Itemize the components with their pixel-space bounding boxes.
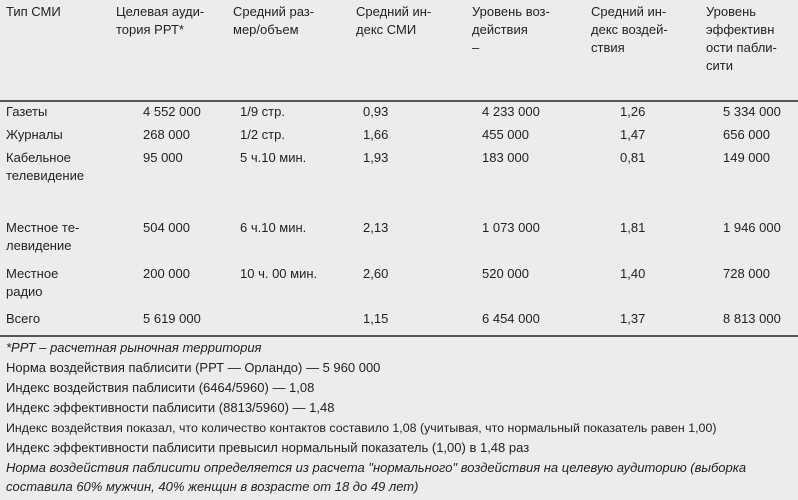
cell-audience: 95 000 [143,150,183,165]
cell-type [6,126,106,144]
cell-impact: 455 000 [482,127,529,142]
cell-efficiency: 149 000 [723,150,770,165]
header-line: Тип СМИ [6,4,61,19]
footnote-rrt: *РРТ – расчетная рыночная территория [6,340,262,355]
header-line: Уровень воз- [472,4,550,19]
cell-efficiency: 5 334 000 [723,104,781,119]
cell-line: Всего [6,311,41,326]
cell-impact-index: 1,37 [620,311,646,326]
note-impact-norm: Норма воздействия паблисити (РРТ — Орландо) — 5 960 000 [6,360,381,375]
cell-audience: 504 000 [143,220,190,235]
header-line: ости пабли- [706,40,777,55]
cell-audience: 268 000 [143,127,190,142]
header-line: тория РРТ* [116,22,184,37]
cell-media-index: 1,93 [363,150,389,165]
header-line: Уровень [706,4,757,19]
header-line: Средний ин- [356,4,432,19]
header-impact-index [591,3,687,57]
cell-efficiency: 1 946 000 [723,220,781,235]
cell-media-index: 1,15 [363,311,389,326]
cell-audience: 200 000 [143,266,190,281]
notes-section [6,338,796,496]
cell-impact-index: 1,81 [620,220,646,235]
cell-type [6,219,106,255]
header-line: Целевая ауди- [116,4,205,19]
cell-type [6,265,106,301]
note-norm-definition: Норма воздействия паблисити определяется из расчета "нормального" воздействия на целевую аудиторию (выборка составила 60% мужчин, 40% женщин в возрасте от 18 до 49 лет) [6,460,747,494]
header-efficiency-level [706,3,794,75]
header-line: эффективн [706,22,775,37]
header-line: действия [472,22,528,37]
cell-line: левидение [6,238,72,253]
cell-efficiency: 8 813 000 [723,311,781,326]
header-line: Средний ин- [591,4,667,19]
header-line: мер/объем [233,22,299,37]
cell-size: 1/2 стр. [240,127,285,142]
header-media-type [6,3,106,21]
cell-line: Кабельное [6,150,71,165]
cell-media-index: 2,13 [363,220,389,235]
cell-impact: 6 454 000 [482,311,540,326]
header-line: декс СМИ [356,22,417,37]
table-header-row [0,0,798,102]
cell-line: Газеты [6,104,48,119]
cell-audience: 4 552 000 [143,104,201,119]
note-efficiency-index: Индекс эффективности паблисити (8813/5960) — 1,48 [6,400,335,415]
cell-impact-index: 1,26 [620,104,646,119]
cell-size: 5 ч.10 мин. [240,150,307,165]
cell-media-index: 1,66 [363,127,389,142]
cell-impact: 1 073 000 [482,220,540,235]
note-impact-explanation: Индекс воздействия показал, что количество контактов составило 1,08 (учитывая, что нормальный показатель равен 1,00) [6,421,717,435]
cell-size: 6 ч.10 мин. [240,220,307,235]
header-line: Средний раз- [233,4,315,19]
cell-line: Местное [6,266,59,281]
cell-impact-index: 0,81 [620,150,646,165]
table-bottom-rule [0,335,798,337]
cell-impact: 4 233 000 [482,104,540,119]
note-impact-index: Индекс воздействия паблисити (6464/5960) — 1,08 [6,380,315,395]
cell-media-index: 2,60 [363,266,389,281]
cell-efficiency: 656 000 [723,127,770,142]
cell-media-index: 0,93 [363,104,389,119]
header-target-audience [116,3,220,39]
cell-impact: 520 000 [482,266,529,281]
cell-line: радио [6,284,43,299]
cell-line: телевидение [6,168,85,183]
cell-impact: 183 000 [482,150,529,165]
header-average-size [233,3,341,39]
cell-audience: 5 619 000 [143,311,201,326]
header-media-index [356,3,448,39]
cell-size: 1/9 стр. [240,104,285,119]
header-impact-level [472,3,574,57]
cell-type [6,103,106,121]
cell-type [6,310,106,328]
header-line: декс воздей- [591,22,668,37]
note-efficiency-explanation: Индекс эффективности паблисити превысил нормальный показатель (1,00) в 1,48 раз [6,440,530,455]
header-line: сити [706,58,733,73]
header-line: – [472,40,480,55]
cell-line: Журналы [6,127,63,142]
cell-type [6,149,106,185]
cell-line: Местное те- [6,220,80,235]
cell-impact-index: 1,40 [620,266,646,281]
cell-impact-index: 1,47 [620,127,646,142]
header-line: ствия [591,40,625,55]
cell-size: 10 ч. 00 мин. [240,266,318,281]
cell-efficiency: 728 000 [723,266,770,281]
